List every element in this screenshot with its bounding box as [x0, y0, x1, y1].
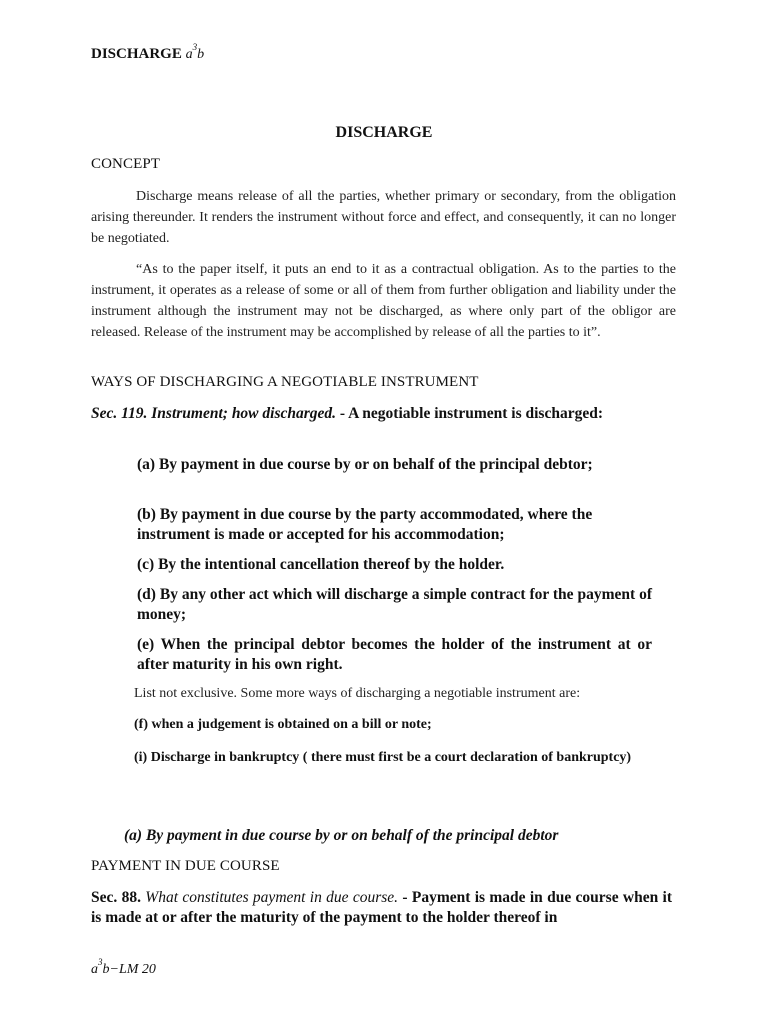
payment-heading: PAYMENT IN DUE COURSE: [91, 858, 280, 874]
sec-88-label: Sec. 88: [91, 889, 138, 906]
concept-paragraph-1: Discharge means release of all the parties, whether primary or secondary, from the obligation arising thereunder. It renders the instrument without force and effect, and consequently, it can no longer be negotiated.: [91, 189, 676, 246]
item-a: (a) By payment in due course by or on behalf of the principal debtor;: [137, 456, 593, 473]
page-header: [91, 42, 205, 63]
ways-heading: WAYS OF DISCHARGING A NEGOTIABLE INSTRUMENT: [91, 374, 479, 390]
concept-heading: CONCEPT: [91, 156, 161, 172]
sec-88: Sec. 88. What constitutes payment in due course. - Payment is made in due course when it is made at or after the maturity of the payment to the holder thereof in: [91, 889, 672, 926]
item-c: (c) By the intentional cancellation thereof by the holder.: [137, 556, 505, 573]
item-e: (e) When the principal debtor becomes the holder of the instrument at or after maturity in his own right.: [137, 636, 652, 673]
sec-119-label: Sec. 119. Instrument; how discharged.: [91, 405, 337, 422]
header-mark: $a^3b$: [185, 42, 205, 62]
page-footer: $a^3b-LM$ 20: [91, 957, 156, 977]
item-b: (b) By payment in due course by the party accommodated, where the instrument is made or accepted for his accommodation;: [137, 506, 593, 543]
page-title: DISCHARGE: [335, 124, 433, 141]
sec-88-text: - Payment is made in due course when it is made at or after the maturity of the payment to the holder thereof in: [91, 889, 672, 926]
item-i: (i) Discharge in bankruptcy ( there must first be a court declaration of bankruptcy): [134, 750, 632, 765]
sec-119-text: - A negotiable instrument is discharged:: [336, 405, 603, 422]
header-title: DISCHARGE: [91, 46, 182, 62]
list-note: List not exclusive. Some more ways of discharging a negotiable instrument are:: [134, 686, 581, 701]
item-d: (d) By any other act which will discharge a simple contract for the payment of money;: [137, 586, 652, 623]
concept-paragraph-2: “As to the paper itself, it puts an end to it as a contractual obligation. As to the parties to the instrument, it operates as a release of some or all of them from further obligation and liability under the instrument although the instrument may not be discharged, as where only part of the obligor are released. Release of the instrument may be accomplished by release of all the parties to it”.: [91, 262, 676, 340]
sec-88-title: What constitutes payment in due course.: [145, 889, 399, 906]
subheading: (a) By payment in due course by or on behalf of the principal debtor: [124, 827, 559, 844]
sec-119: [91, 404, 653, 424]
item-f: (f) when a judgement is obtained on a bill or note;: [134, 717, 432, 732]
